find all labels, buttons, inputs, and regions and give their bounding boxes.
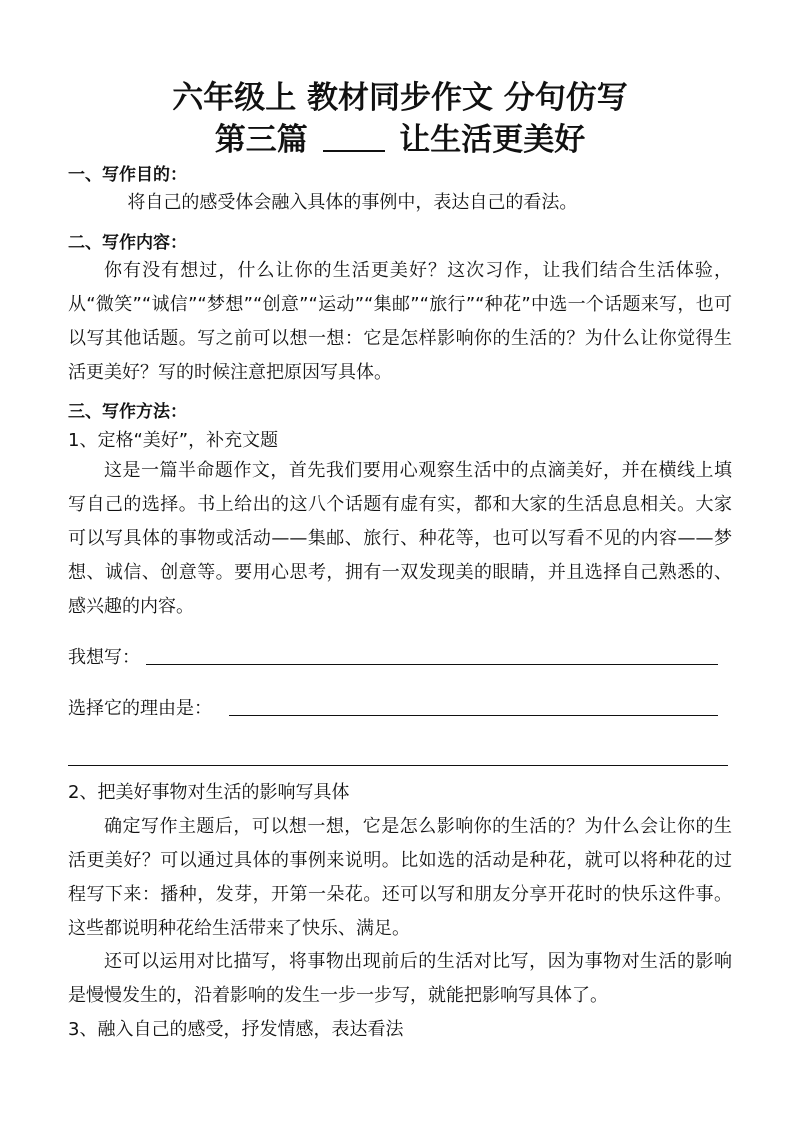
step2-title: 2、把美好事物对生活的影响写具体 bbox=[68, 782, 350, 803]
subtitle-prefix: 第三篇 bbox=[214, 122, 308, 158]
section1-heading: 一、写作目的： bbox=[68, 165, 187, 185]
page-subtitle bbox=[0, 114, 800, 159]
title-blank-line[interactable] bbox=[323, 124, 385, 152]
fill1-answer-line[interactable] bbox=[146, 664, 718, 665]
step2-para1: 确定写作主题后，可以想一想，它是怎么影响你的生活的？为什么会让你的生活更美好？可以通过具体的事例来说明。比如选的活动是种花，就可以将种花的过程写下来：播种，发芽，开第一朵花。还可以写和朋友分享开花时的快乐这件事。这些都说明种花给生活带来了快乐、满足。 bbox=[68, 816, 732, 939]
fill2-answer-line-2[interactable] bbox=[68, 765, 728, 766]
section2-text: 你有没有想过，什么让你的生活更美好？这次习作，让我们结合生活体验，从“微笑”“诚信”“梦想”“创意”“运动”“集邮”“旅行”“种花”中选一个话题来写，也可以写其他话题。写之前可以想一想：它是怎样影响你的生活的？为什么让你觉得生活更美好？写的时候注意把原因写具体。 bbox=[68, 260, 732, 383]
step1-title: 1、定格“美好”，补充文题 bbox=[68, 430, 279, 451]
section1-text: 将自己的感受体会融入具体的事例中，表达自己的看法。 bbox=[127, 192, 578, 213]
step2-para2: 还可以运用对比描写，将事物出现前后的生活对比写，因为事物对生活的影响是慢慢发生的，沿着影响的发生一步一步写，就能把影响写具体了。 bbox=[68, 951, 732, 1006]
page-title: 六年级上 教材同步作文 分句仿写 bbox=[172, 80, 628, 116]
fill2-label: 选择它的理由是： bbox=[68, 698, 212, 719]
fill2-answer-line[interactable] bbox=[229, 715, 718, 716]
step3-title: 3、融入自己的感受，抒发情感，表达看法 bbox=[68, 1019, 404, 1040]
step1-text: 这是一篇半命题作文，首先我们要用心观察生活中的点滴美好，并在横线上填写自己的选择。书上给出的这八个话题有虚有实，都和大家的生活息息相关。大家可以写具体的事物或活动——集邮、旅行、种花等，也可以写看不见的内容——梦想、诚信、创意等。要用心思考，拥有一双发现美的眼睛，并且选择自己熟悉的、感兴趣的内容。 bbox=[68, 460, 732, 617]
section3-heading: 三、写作方法： bbox=[68, 402, 187, 422]
subtitle-suffix: 让生活更美好 bbox=[399, 122, 586, 158]
fill1-label: 我想写： bbox=[68, 647, 140, 668]
section2-heading: 二、写作内容： bbox=[68, 233, 187, 253]
